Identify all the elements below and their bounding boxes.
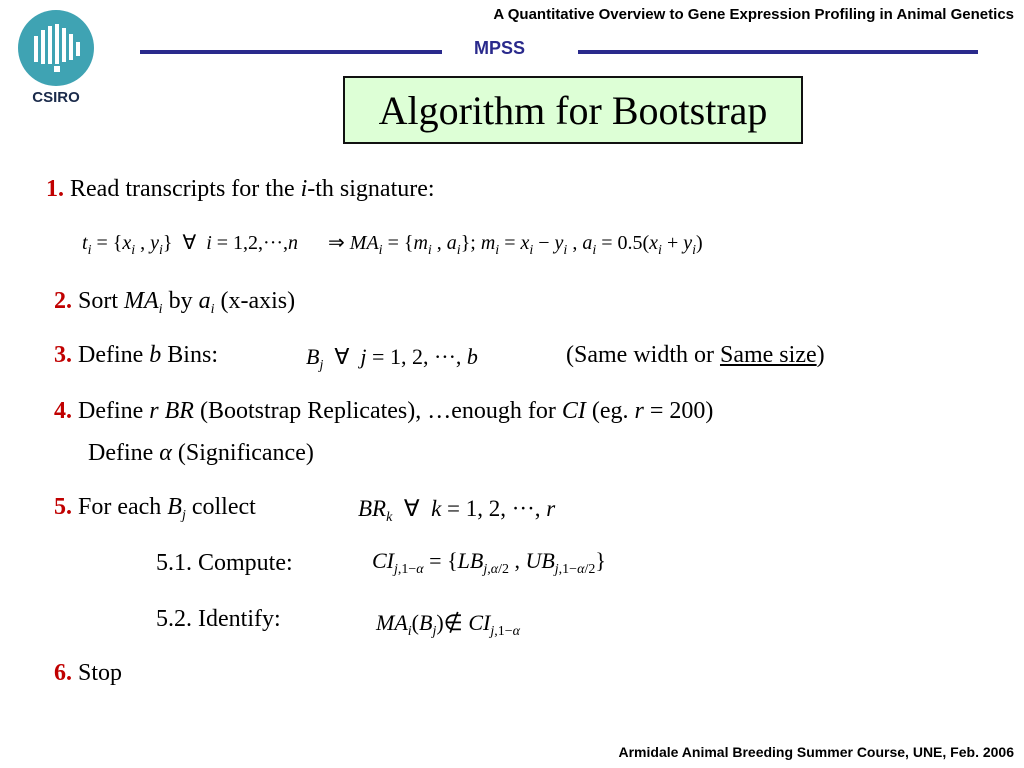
step-4-eq: = 200) [643,398,714,424]
step-4-r: r BR [149,398,194,424]
step-3-note-close: ) [816,342,825,368]
step-2-text: Sort [78,288,125,314]
step-5-b: B [167,494,182,520]
section-label: MPSS [474,38,526,58]
slide-title-text: Algorithm for Bootstrap [378,87,768,133]
step-1-var: i [300,176,308,202]
step-5 [54,494,256,524]
step-4-line2b: (Significance) [171,440,314,466]
step-4-number: 4. [54,398,72,424]
step-1 [46,176,435,203]
step-4-mid: (Bootstrap Replicates), …enough for [193,398,562,424]
equation-5-1: $CI_{j,1-\alpha} = \{LB_{j,\alpha/2}$ , $UB_{j,1-\alpha/2}$} [372,548,606,577]
step-5-text: For each [78,494,168,520]
step-2-by: by [162,288,199,314]
step-4-line-2 [88,440,314,467]
csiro-logo [14,8,98,104]
step-5-b-sub: j [181,508,186,523]
step-5-collect: collect [185,494,256,520]
equation-3: $B_j$ ∀ j = 1, 2, ···, b [306,344,478,373]
step-4-line2a: Define [88,440,160,466]
step-4 [54,398,713,425]
step-2 [54,288,295,318]
header-title: A Quantitative Overview to Gene Expression Profiling in Animal Genetics [493,6,1014,23]
step-3-note-underlined: Same size [719,342,817,368]
step-6-text: Stop [78,660,123,686]
step-4-r2: r [634,398,644,424]
step-2-ma-sub: i [158,302,163,317]
step-4-text: Define [78,398,150,424]
step-1-text2: -th signature: [307,176,435,202]
step-5-1: 5.1. Compute: [156,550,293,576]
step-5-2: 5.2. Identify: [156,606,281,632]
step-6-number: 6. [54,660,72,686]
step-2-a: a [198,288,211,314]
step-5-number: 5. [54,494,72,520]
step-2-ma: MA [124,288,159,314]
step-3-number: 3. [54,342,72,368]
step-2-a-sub: i [210,302,215,317]
step-3-note-open: (Same width or [566,342,720,368]
step-4-ci: CI [561,398,586,424]
step-1-text: Read transcripts for the [70,176,301,202]
slide-title [343,76,803,144]
footer-text: Armidale Animal Breeding Summer Course, UNE, Feb. 2006 [618,744,1014,760]
equation-1: $t_i = \{x_i$ , $y_i$} ∀ i = 1,2,···,n ⇒ $MA_i = \{m_i$ , $a_i$}; $m_i = x_i - y_i$ , $a_i = 0.5(x_i + y_i)$ [82,232,703,258]
header-rule-right [578,50,978,54]
step-6 [54,660,122,687]
step-3-bins: Bins: [161,342,218,368]
equation-5-2: $MA_i(B_j)\notin$ $CI_{j,1-\alpha}$ [376,610,520,639]
logo-text: CSIRO [32,89,80,104]
step-2-number: 2. [54,288,72,314]
step-3-b: b [149,342,162,368]
step-3 [54,342,218,369]
equation-5: $BR_k$ ∀ k = 1, 2, ···, r [358,496,556,525]
step-3-text: Define [78,342,150,368]
step-2-tail: (x-axis) [214,288,296,314]
header-rule-left [140,50,442,54]
step-4-eg: (eg. [585,398,635,424]
step-1-number: 1. [46,176,64,202]
step-3-note [566,342,825,369]
step-4-alpha: α [159,440,172,466]
